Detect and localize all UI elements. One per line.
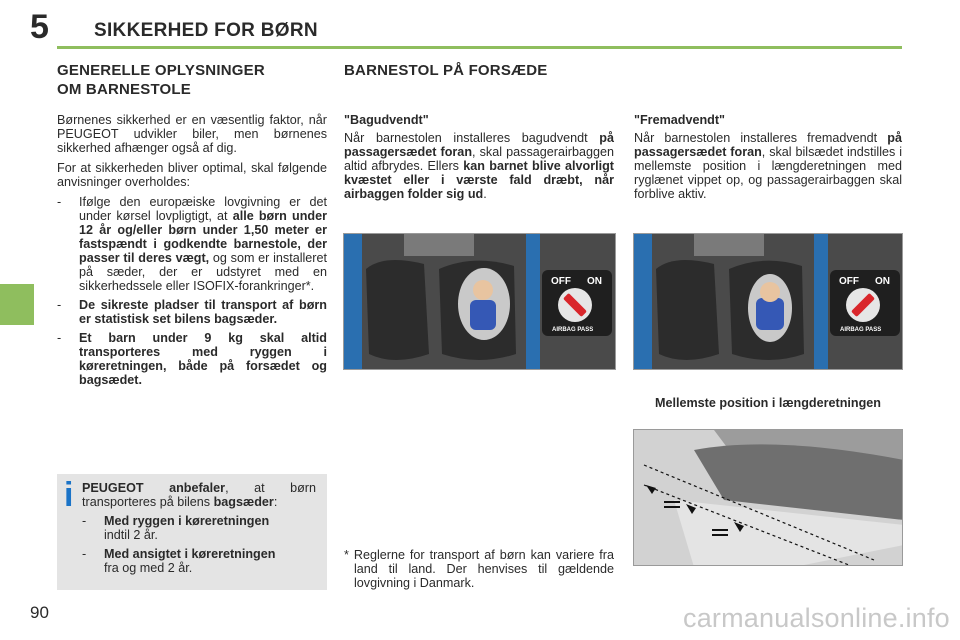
watermark: carmanualsonline.info — [683, 603, 950, 633]
rear-facing-text: "Bagudvendt" Når barnestolen installeres bagudvendt på passagersædet foran, skal passagerairbaggen altid afbrydes. Ellers kan barnet blive alvorligt kvæstet eller i værste fald dræbt, når airbaggen folder sig ud. — [344, 113, 614, 201]
seat-position-photo — [633, 429, 903, 566]
forward-facing-seat-photo — [633, 233, 903, 370]
general-info-heading: GENERELLE OPLYSNINGER OM BARNESTOLE — [57, 62, 265, 98]
airbag-on-label: ON — [587, 276, 602, 287]
list-item: - De sikreste pladser til transport af børn er statistisk set bilens bagsæder. — [57, 298, 327, 326]
list-item: - Ifølge den europæiske lovgivning er det under kørsel lovpligtigt, at alle børn under 12 år og/eller børn under 1,50 meter er fastspændt i godkendte barnestole, der passer til deres vægt, og som er installeret på sæder, der er udstyret med en sikkerhedssele eller ISOFIX-forankringer*. — [57, 195, 327, 293]
info-text: PEUGEOT anbefaler, at børn transporteres på bilens bagsæder: - Med ryggen i køreretningen indtil 2 år. - Med ansigtet i køreretningen fra og med 2 år. — [82, 481, 316, 575]
list-item: - Med ansigtet i køreretningen fra og med 2 år. — [82, 547, 276, 575]
rear-facing-seat-photo — [343, 233, 616, 370]
chapter-side-tab — [0, 284, 34, 325]
forward-facing-subheading: "Fremadvendt" — [634, 113, 726, 127]
paragraph: Børnenes sikkerhed er en væsentlig faktor, når PEUGEOT udvikler biler, men børnenes sikkerhed afhænger også af dig. — [57, 113, 327, 155]
airbag-off-label: OFF — [551, 276, 571, 287]
list-item: - Med ryggen i køreretningen indtil 2 år. — [82, 514, 270, 542]
rear-facing-subheading: "Bagudvendt" — [344, 113, 429, 127]
airbag-pass-label: AIRBAG PASS — [552, 327, 594, 333]
seat-rail-illustration — [634, 430, 903, 566]
chapter-title: SIKKERHED FOR BØRN — [94, 20, 318, 41]
airbag-off-label: OFF — [839, 276, 859, 287]
general-info-body — [57, 113, 327, 392]
paragraph: For at sikkerheden bliver optimal, skal følgende anvisninger overholdes: — [57, 161, 327, 189]
front-seat-heading: BARNESTOL PÅ FORSÆDE — [344, 62, 548, 79]
rear-facing-illustration — [344, 234, 616, 370]
info-icon: i — [64, 476, 74, 514]
list-item: - Et barn under 9 kg skal altid transporteres med ryggen i køreretningen, både på forsædet og bagsædet. — [57, 331, 327, 387]
header-rule — [57, 46, 902, 49]
page-number: 90 — [30, 603, 49, 622]
footnote: * Reglerne for transport af børn kan variere fra land til land. Der henvises til gældende lovgivning i Danmark. — [344, 548, 614, 590]
seat-position-caption: Mellemste position i længderetningen — [654, 396, 881, 410]
forward-facing-illustration — [634, 234, 903, 370]
forward-facing-text: "Fremadvendt" Når barnestolen installeres fremadvendt på passagersædet foran, skal bilsædet indstilles i mellemste position i længderetningen med ryglænet vippet op, og passagerairbaggen skal forblive aktiv. — [634, 113, 902, 201]
airbag-on-label: ON — [875, 276, 890, 287]
airbag-pass-label: AIRBAG PASS — [840, 327, 882, 333]
chapter-number: 5 — [30, 8, 49, 46]
